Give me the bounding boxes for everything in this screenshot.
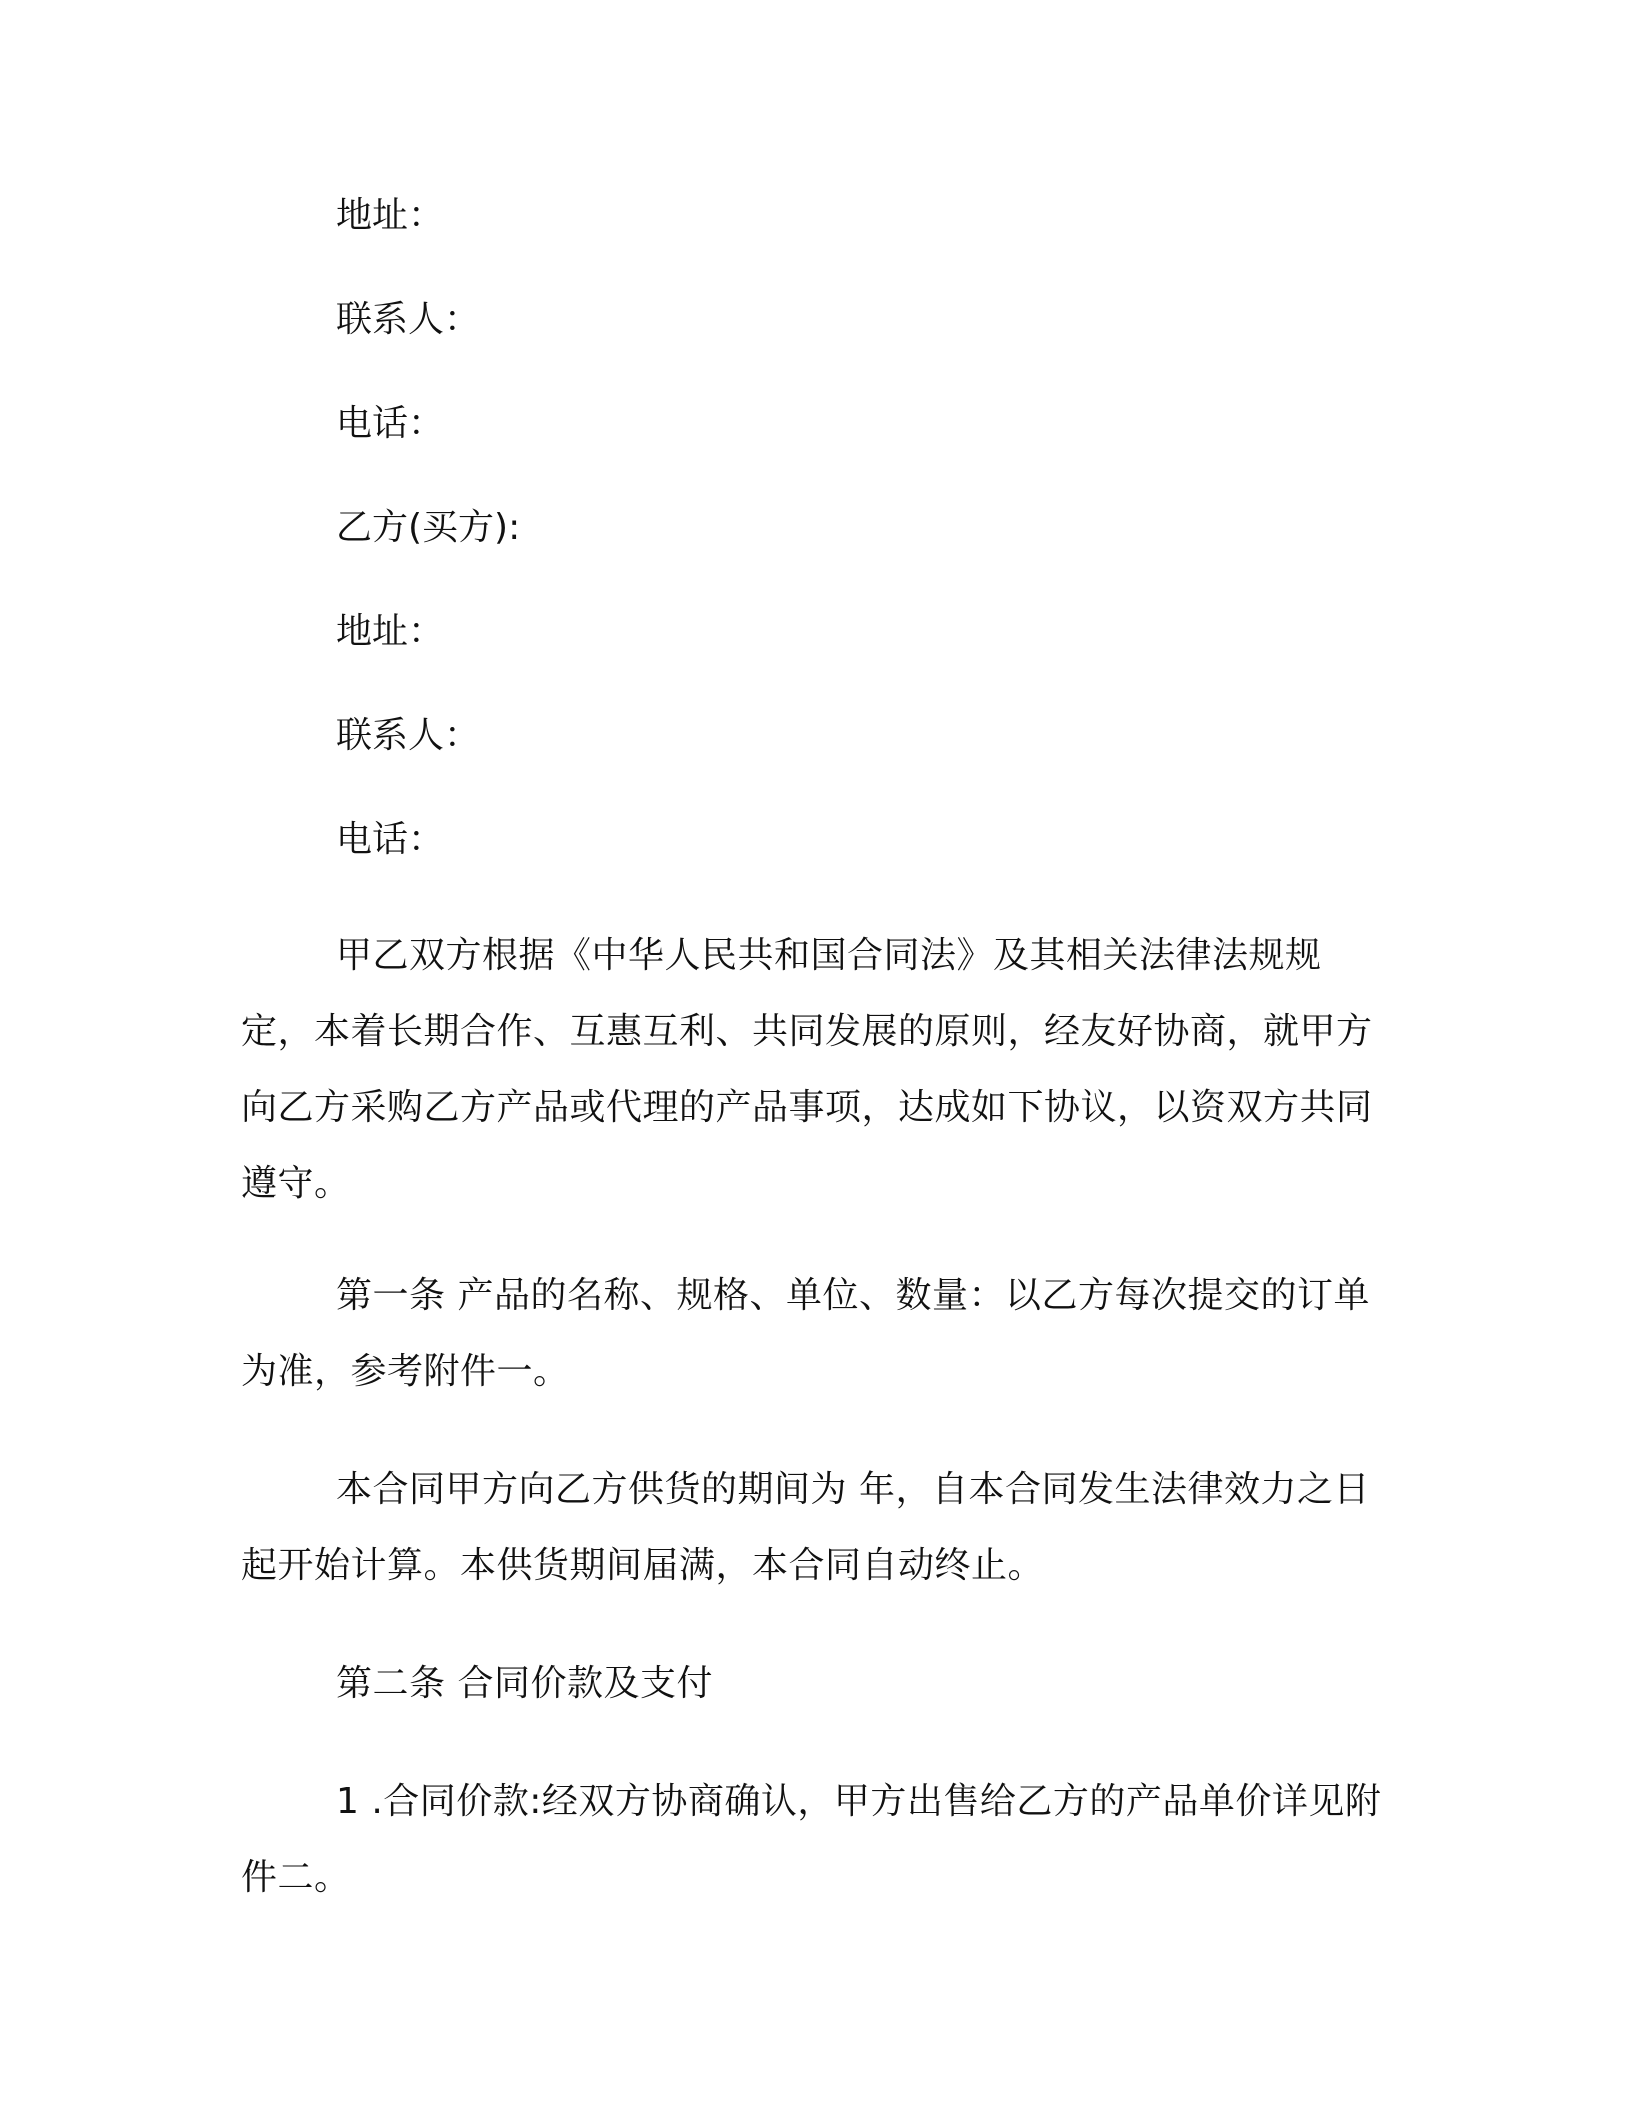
party-a-contact-label: 联系人： [336,299,481,340]
article-two-heading: 第二条 合同价款及支付 [336,1663,713,1704]
party-b-title: 乙方(买方): [336,507,521,548]
party-b-address-label: 地址： [336,611,445,652]
document-body [241,190,1391,1952]
contract-price-paragraph: 1 .合同价款:经双方协商确认，甲方出售给乙方的产品单价详见附件二。 [241,1781,1382,1898]
party-b-phone-label: 电话： [336,819,445,860]
party-a-address-label: 地址： [336,195,445,236]
party-a-phone-label: 电话： [336,403,445,444]
agreement-intro-paragraph: 甲乙双方根据《中华人民共和国合同法》及其相关法律法规规定，本着长期合作、互惠互利、共同发展的原则，经友好协商，就甲方向乙方采购乙方产品或代理的产品事项，达成如下协议，以资双方共同遵守。 [241,935,1373,1204]
party-b-contact-label: 联系人： [336,715,481,756]
supply-period-paragraph: 本合同甲方向乙方供货的期间为 年，自本合同发生法律效力之日起开始计算。本供货期间届满，本合同自动终止。 [241,1469,1370,1586]
article-one-paragraph: 第一条 产品的名称、规格、单位、数量：以乙方每次提交的订单为准，参考附件一。 [241,1275,1370,1392]
